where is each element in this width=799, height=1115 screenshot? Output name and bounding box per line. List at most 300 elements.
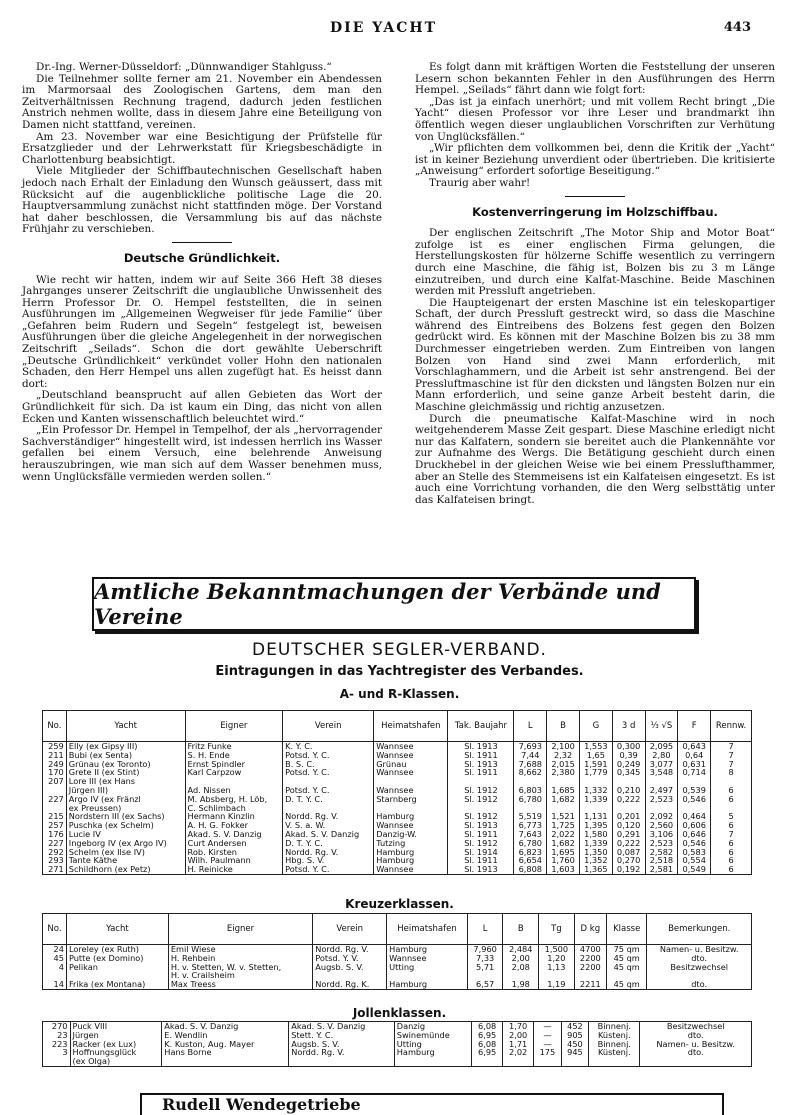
table-cell: Nordd. Rg. V.: [283, 848, 374, 857]
table-cell: Hans Borne: [162, 1048, 289, 1057]
table-cell: Sl. 1912: [448, 786, 514, 795]
table-cell: 223: [43, 1040, 71, 1049]
table-cell: 2,523: [645, 795, 678, 804]
column-header: No.: [43, 711, 67, 742]
table-cell: B. S. C.: [283, 760, 374, 769]
table-cell: 0,631: [678, 760, 711, 769]
table-cell: 1,395: [579, 821, 612, 830]
table-cell: 4700: [574, 945, 606, 954]
table-cell: Curt Andersen: [185, 839, 283, 848]
table-cell: Sl. 1912: [448, 839, 514, 848]
column-header: Tg: [539, 914, 575, 945]
table-cell: 3,077: [645, 760, 678, 769]
table-cell: 2200: [574, 954, 606, 963]
table-cell: Danzig-W.: [374, 830, 448, 839]
table-cell: Hamburg: [374, 848, 448, 857]
table-cell: 2,484: [503, 945, 539, 954]
table-cell: 6,773: [514, 821, 547, 830]
table-cell: 1,695: [547, 848, 580, 857]
table-cell: 7: [711, 751, 752, 760]
table-cell: Emil Wiese: [168, 945, 312, 954]
paragraph: Traurig aber wahr!: [429, 176, 531, 189]
table-cell: Küstenj.: [589, 1031, 640, 1040]
table-cell: 0,222: [612, 839, 645, 848]
table-cell: Bubi (ex Senta): [66, 751, 185, 760]
table-cell: Tutzing: [374, 839, 448, 848]
table-cell: Tante Käthe: [66, 856, 185, 865]
table-cell: (ex Olga): [70, 1057, 162, 1066]
announcement-banner: Amtliche Bekanntmachungen der Verbände und Vereine: [92, 577, 696, 631]
table-cell: Fritz Funke: [185, 742, 283, 751]
table-cell: 0,210: [612, 786, 645, 795]
table-cell: 1,13: [539, 963, 575, 972]
table-cell: 0,546: [678, 795, 711, 804]
table-cell: dto.: [640, 1031, 752, 1040]
table-cell: Nordd. Rg. V.: [313, 945, 387, 954]
page-number: 443: [723, 20, 751, 35]
table-cell: 0,291: [612, 830, 645, 839]
table-cell: 5,71: [467, 963, 503, 972]
table-cell: dto.: [647, 980, 752, 989]
table-cell: Küstenj.: [589, 1048, 640, 1057]
table-cell: 2,80: [645, 751, 678, 760]
paragraph: Am 23. November war eine Besichtigung der Prüfstelle für Ersatzglieder und der Lehrwerkstatt für Kriegsbeschädigte in Charlottenburg beabsichtigt.: [22, 130, 382, 166]
table-row: [43, 795, 752, 804]
table-cell: 1,71: [503, 1040, 534, 1049]
table-cell: 0,64: [678, 751, 711, 760]
table-cell: [394, 1057, 471, 1066]
table-cell: 2,015: [547, 760, 580, 769]
table-cell: Sl. 1912: [448, 812, 514, 821]
table-cell: —: [534, 1022, 562, 1031]
table-cell: D. T. Y. C.: [283, 839, 374, 848]
table-cell: Elly (ex Gipsy III): [66, 742, 185, 751]
table-cell: 1,779: [579, 768, 612, 777]
table-cell: Putte (ex Domino): [66, 954, 168, 963]
table-cell: Potsd. Y. C.: [283, 786, 374, 795]
table-cell: Hoffnungsglück: [70, 1048, 162, 1057]
table-cell: 1,98: [503, 980, 539, 989]
table-cell: Wannsee: [374, 821, 448, 830]
column-header: Bemerkungen.: [647, 914, 752, 945]
table-cell: 2,497: [645, 786, 678, 795]
class-heading: Kreuzerklassen.: [345, 897, 454, 911]
table-cell: 1,332: [579, 786, 612, 795]
journal-title: DIE YACHT: [330, 20, 437, 36]
table-cell: 0,300: [612, 742, 645, 751]
table-cell: Ernst Spindler: [185, 760, 283, 769]
table-cell: 1,580: [579, 830, 612, 839]
table-cell: 1,521: [547, 812, 580, 821]
table-cell: 1,339: [579, 839, 612, 848]
table-cell: Sl. 1911: [448, 768, 514, 777]
table-cell: Sl. 1911: [448, 830, 514, 839]
table-cell: 6: [711, 848, 752, 857]
table-cell: 8: [711, 768, 752, 777]
paragraph: Dr.-Ing. Werner-Düsseldorf: „Dünnwandiger Stahlguss.“: [36, 61, 332, 73]
table-cell: H. Reinicke: [185, 865, 283, 874]
table-cell: Besitzwechsel: [647, 963, 752, 972]
table-cell: 6: [711, 865, 752, 874]
table-cell: [472, 1057, 503, 1066]
table-cell: 7,33: [467, 954, 503, 963]
table-cell: Akad. S. V. Danzig: [283, 830, 374, 839]
table-cell: Sl. 1914: [448, 848, 514, 857]
column-header: G: [579, 711, 612, 742]
table-cell: 1,725: [547, 821, 580, 830]
table-cell: [162, 1057, 289, 1066]
table-cell: 5,519: [514, 812, 547, 821]
table-cell: dto.: [640, 1048, 752, 1057]
table-cell: 1,20: [539, 954, 575, 963]
class-heading: A- und R-Klassen.: [339, 687, 460, 701]
table-cell: Hamburg: [387, 945, 468, 954]
table-cell: Sl. 1912: [448, 795, 514, 804]
table-cell: 293: [43, 856, 67, 865]
table-cell: 905: [561, 1031, 589, 1040]
table-cell: 3,548: [645, 768, 678, 777]
table-cell: [503, 1057, 534, 1066]
column-header: Yacht: [66, 711, 185, 742]
table-cell: 211: [43, 751, 67, 760]
table-cell: Stett. Y. C.: [289, 1031, 395, 1040]
table-cell: Potsd. Y. C.: [283, 768, 374, 777]
table-cell: 6,654: [514, 856, 547, 865]
table-cell: Schelm (ex Ilse IV): [66, 848, 185, 857]
table-cell: Akad. S. V. Danzig: [289, 1022, 395, 1031]
table-cell: Augsb. S. V.: [313, 963, 387, 972]
table-cell: C. Schlimbach: [185, 804, 283, 813]
table-cell: 6,780: [514, 795, 547, 804]
table-cell: Wannsee: [374, 768, 448, 777]
table-cell: Nordd. Rg. V.: [283, 812, 374, 821]
table-cell: Binnenj.: [589, 1022, 640, 1031]
table-cell: V. S. a. W.: [283, 821, 374, 830]
table-cell: Wilh. Paulmann: [185, 856, 283, 865]
table-cell: 292: [43, 848, 67, 857]
table-cell: 23: [43, 1031, 71, 1040]
table-cell: [640, 1057, 752, 1066]
table-cell: [289, 1057, 395, 1066]
table-cell: 0,222: [612, 795, 645, 804]
table-cell: Ad. Nissen: [185, 786, 283, 795]
table-cell: 6,08: [472, 1022, 503, 1031]
table-cell: Wannsee: [387, 954, 468, 963]
table-cell: K. Y. C.: [283, 742, 374, 751]
table-cell: [43, 1057, 71, 1066]
table-cell: 1,685: [547, 786, 580, 795]
table-cell: Nordd. Rg. V.: [289, 1048, 395, 1057]
table-cell: 2200: [574, 963, 606, 972]
table-cell: Argo IV (ex Fränzl: [66, 795, 185, 804]
table-cell: Swinemünde: [394, 1031, 471, 1040]
table-cell: Potsd. Y. V.: [313, 954, 387, 963]
table-cell: Sl. 1913: [448, 742, 514, 751]
table-cell: 2,022: [547, 830, 580, 839]
table-cell: 6,08: [472, 1040, 503, 1049]
section-heading: Deutsche Gründlichkeit.: [123, 250, 281, 265]
a-r-class-table: [42, 710, 752, 875]
column-header: Heimatshafen: [374, 711, 448, 742]
table-cell: E. Wendlin: [162, 1031, 289, 1040]
table-row: [43, 768, 752, 777]
table-cell: 7,643: [514, 830, 547, 839]
table-cell: 1,352: [579, 856, 612, 865]
divider: [172, 242, 232, 243]
table-cell: 2,100: [547, 742, 580, 751]
table-cell: 5: [711, 812, 752, 821]
table-cell: 45: [43, 954, 67, 963]
table-cell: Lore III (ex Hans: [66, 777, 185, 786]
table-cell: 0,120: [612, 821, 645, 830]
table-cell: 6,57: [467, 980, 503, 989]
table-cell: 1,760: [547, 856, 580, 865]
table-cell: 1,339: [579, 795, 612, 804]
table-cell: 6: [711, 821, 752, 830]
table-cell: dto.: [647, 954, 752, 963]
table-cell: 0,201: [612, 812, 645, 821]
table-cell: Grünau (ex Toronto): [66, 760, 185, 769]
column-header: L: [514, 711, 547, 742]
table-cell: 0,554: [678, 856, 711, 865]
table-cell: 0,087: [612, 848, 645, 857]
table-row: [43, 963, 752, 972]
table-cell: Augsb. S. V.: [289, 1040, 395, 1049]
column-header: Tak. Baujahr: [448, 711, 514, 742]
table-cell: Grünau: [374, 760, 448, 769]
table-cell: 175: [534, 1048, 562, 1057]
table-cell: ex Preussen): [66, 804, 185, 813]
table-cell: 0,549: [678, 865, 711, 874]
table-cell: Hbg. S. V.: [283, 856, 374, 865]
table-cell: Potsd. Y. C.: [283, 865, 374, 874]
table-cell: 2,092: [645, 812, 678, 821]
table-row: [43, 1057, 752, 1066]
table-cell: 1,500: [539, 945, 575, 954]
table-cell: 1,682: [547, 795, 580, 804]
table-cell: 2,08: [503, 963, 539, 972]
table-cell: 0,39: [612, 751, 645, 760]
table-cell: 0,646: [678, 830, 711, 839]
table-cell: Namen- u. Besitzw.: [640, 1040, 752, 1049]
table-cell: 0,606: [678, 821, 711, 830]
table-cell: 271: [43, 865, 67, 874]
table-cell: 14: [43, 980, 67, 989]
table-cell: 2,523: [645, 839, 678, 848]
table-cell: Akad. S. V. Danzig: [185, 830, 283, 839]
column-header: Eigner: [185, 711, 283, 742]
table-cell: Besitzwechsel: [640, 1022, 752, 1031]
table-cell: 1,603: [547, 865, 580, 874]
table-cell: 6: [711, 856, 752, 865]
table-cell: K. Kuston, Aug. Mayer: [162, 1040, 289, 1049]
table-cell: Binnenj.: [589, 1040, 640, 1049]
table-cell: 6: [711, 839, 752, 848]
table-cell: Wannsee: [374, 865, 448, 874]
table-cell: Utting: [394, 1040, 471, 1049]
table-cell: 2211: [574, 980, 606, 989]
table-cell: 249: [43, 760, 67, 769]
table-cell: Jürgen III): [66, 786, 185, 795]
table-cell: 8,662: [514, 768, 547, 777]
table-cell: 176: [43, 830, 67, 839]
table-cell: 4: [43, 963, 67, 972]
table-cell: Hamburg: [387, 980, 468, 989]
table-cell: 7: [711, 830, 752, 839]
table-cell: 2,02: [503, 1048, 534, 1057]
table-cell: Potsd. Y. C.: [283, 751, 374, 760]
table-cell: 1,131: [579, 812, 612, 821]
table-cell: 45 qm: [607, 954, 647, 963]
table-cell: Hamburg: [394, 1048, 471, 1057]
table-cell: 1,682: [547, 839, 580, 848]
table-cell: H. Rehbein: [168, 954, 312, 963]
table-cell: 170: [43, 768, 67, 777]
table-cell: Nordstern III (ex Sachs): [66, 812, 185, 821]
paragraph: Durch die pneumatische Kalfat-Maschine wird in noch weitgehenderem Masse Zeit gespart. Diese Maschine erledigt nicht nur das Kalfatern, sondern sie bereitet auch die Plankennähte vor zur Aufnahme des Wergs. Die Betätigung geschieht durch einen Druckhebel in der gleichen Weise wie bei einem Presslufthammer, aber an Stelle des Stemmeisens ist ein Kalfateisen eingesetzt. Es ist auch eine Vorrichtung vorhanden, die den Werg selbsttätig unter das Kalfateisen bringt.: [415, 412, 775, 506]
paragraph: Wie recht wir hatten, indem wir auf Seite 366 Heft 38 dieses Jahrganges unserer Zeitschrift die unglaubliche Unwissenheit des Herrn Professor Dr. O. Hempel feststellten, die in seinen Ausführungen im „Allgemeinen Wegweiser für jede Familie“ über „Gefahren beim Rudern und Segeln“ festgelegt ist, beweisen Ausführungen über die gleiche Angelegenheit in der norwegischen Zeitschrift „Seilads“. Schon die dort gewählte Ueberschrift „Deutsche Gründlichkeit“ verkündet voller Hohn den nationalen Schaden, den Herr Hempel uns allen zugefügt hat. Es heisst dann dort:: [22, 273, 382, 390]
table-cell: 1,591: [579, 760, 612, 769]
table-cell: 3,106: [645, 830, 678, 839]
table-cell: —: [534, 1031, 562, 1040]
paragraph: „Deutschland beansprucht auf allen Gebieten das Wort der Gründlichkeit für sich. Da ist kaum ein Ding, das nicht von allen Ecken und Kanten wissenschaftlich beleuchtet wird.“: [22, 389, 382, 425]
table-cell: Grete II (ex Stint): [66, 768, 185, 777]
column-header: F: [678, 711, 711, 742]
table-cell: 45 qm: [607, 980, 647, 989]
table-cell: 6: [711, 786, 752, 795]
table-cell: Max Treess: [168, 980, 312, 989]
table-cell: S. H. Ende: [185, 751, 283, 760]
table-cell: Utting: [387, 963, 468, 972]
association-title: DEUTSCHER SEGLER-VERBAND.: [252, 640, 547, 660]
table-cell: 227: [43, 795, 67, 804]
table-cell: Sl. 1913: [448, 760, 514, 769]
paragraph: Die Teilnehmer sollte ferner am 21. November ein Abendessen im Marmorsaal des Zoologischen Gartens, dem man den Zeitverhältnissen Rechnung tragend, dadurch jeden festlichen Anstrich nehmen wollte, dass in diesem Jahre eine Beteiligung von Damen nicht stattfand, vereinen.: [22, 72, 382, 131]
paragraph: „Wir pflichten dem vollkommen bei, denn die Kritik der „Yacht“ ist in keiner Beziehung unverdient oder übertrieben. Die kritisierte „Anweisung“ erfordert sofortige Beseitigung.“: [415, 142, 775, 178]
table-cell: 6,780: [514, 839, 547, 848]
table-cell: Sl. 1913: [448, 821, 514, 830]
table-cell: Loreley (ex Ruth): [66, 945, 168, 954]
table-cell: 1,350: [579, 848, 612, 857]
table-cell: 3: [43, 1048, 71, 1057]
table-cell: 1,553: [579, 742, 612, 751]
table-cell: H. v. Stetten, W. v. Stetten,: [168, 963, 312, 972]
table-cell: Puck VIII: [70, 1022, 162, 1031]
table-cell: A. H. G. Fokker: [185, 821, 283, 830]
table-cell: 6,823: [514, 848, 547, 857]
table-cell: [561, 1057, 589, 1066]
table-cell: Puschka (ex Schelm): [66, 821, 185, 830]
table-cell: Danzig: [394, 1022, 471, 1031]
column-header: B: [503, 914, 539, 945]
register-subtitle: Eintragungen in das Yachtregister des Verbandes.: [215, 664, 584, 679]
table-cell: D. T. Y. C.: [283, 795, 374, 804]
table-cell: 0,249: [612, 760, 645, 769]
table-cell: 7: [711, 760, 752, 769]
table-cell: Frika (ex Montana): [66, 980, 168, 989]
table-cell: 2,518: [645, 856, 678, 865]
table-cell: 0,270: [612, 856, 645, 865]
table-cell: Racker (ex Lux): [70, 1040, 162, 1049]
table-cell: 452: [561, 1022, 589, 1031]
table-cell: Hamburg: [374, 812, 448, 821]
table-cell: 7,44: [514, 751, 547, 760]
table-cell: H. v. Crailsheim: [168, 971, 312, 980]
table-cell: M. Absberg, H. Löb,: [185, 795, 283, 804]
table-cell: 0,539: [678, 786, 711, 795]
table-cell: Pelikan: [66, 963, 168, 972]
table-cell: 2,582: [645, 848, 678, 857]
table-cell: 1,65: [579, 751, 612, 760]
kreuzer-class-table: [42, 913, 752, 990]
table-cell: 0,643: [678, 742, 711, 751]
table-cell: 6: [711, 795, 752, 804]
jollen-class-table: [42, 1021, 752, 1067]
table-cell: 75 qm: [607, 945, 647, 954]
right-column: [415, 62, 775, 506]
table-cell: 1,19: [539, 980, 575, 989]
paragraph: „Ein Professor Dr. Hempel in Tempelhof, der als „hervorragender Sachverständiger“ hingestellt wird, ist indessen herrlich ins Wasser gefallen bei einem Versuch, eine belehrende Anweisung herauszubringen, wie man sich auf dem Wasser benehmen muss, wenn Unglücksfälle vermieden werden sollen.“: [22, 424, 382, 483]
column-header: Klasse: [607, 914, 647, 945]
paragraph: Der englischen Zeitschrift „The Motor Ship and Motor Boat“ zufolge ist es einer englischen Firma gelungen, die Herstellungskosten für hölzerne Schiffe wesentlich zu verringern durch eine Maschine, die fähig ist, Bolzen bis zu 3 m Länge einzutreiben, und durch eine Kalfat-Maschine. Beide Maschinen werden mit Pressluft angetrieben.: [415, 227, 775, 298]
table-cell: 2,00: [503, 954, 539, 963]
table-cell: Akad. S. V. Danzig: [162, 1022, 289, 1031]
table-cell: Hamburg: [374, 856, 448, 865]
table-cell: 1,70: [503, 1022, 534, 1031]
column-header: L: [467, 914, 503, 945]
table-cell: Starnberg: [374, 795, 448, 804]
table-cell: 945: [561, 1048, 589, 1057]
table-cell: 2,380: [547, 768, 580, 777]
table-cell: —: [534, 1040, 562, 1049]
table-cell: [589, 1057, 640, 1066]
table-cell: Sl. 1913: [448, 865, 514, 874]
table-cell: 270: [43, 1022, 71, 1031]
paragraph: Viele Mitglieder der Schiffbautechnischen Gesellschaft haben jedoch nach Erhalt der Einladung den Wunsch geäussert, dass mit Rücksicht auf die augenblickliche politische Lage die 20. Hauptversammlung zunächst nicht stattfinden möge. Der Vorstand hat daher beschlossen, die Versammlung bis auf das nächste Frühjahr zu verschieben.: [22, 165, 382, 236]
table-cell: 6,808: [514, 865, 547, 874]
table-cell: 0,345: [612, 768, 645, 777]
table-cell: Karl Carpzow: [185, 768, 283, 777]
table-cell: 2,095: [645, 742, 678, 751]
table-cell: Hermann Kinzlin: [185, 812, 283, 821]
table-cell: Wannsee: [374, 786, 448, 795]
column-header: B: [547, 711, 580, 742]
column-header: Verein: [313, 914, 387, 945]
table-cell: Namen- u. Besitzw.: [647, 945, 752, 954]
column-header: Verein: [283, 711, 374, 742]
table-row: [43, 1048, 752, 1057]
table-cell: 227: [43, 839, 67, 848]
table-cell: 7,688: [514, 760, 547, 769]
column-header: No.: [43, 914, 67, 945]
column-header: Yacht: [66, 914, 168, 945]
table-cell: 259: [43, 742, 67, 751]
paragraph: Die Haupteigenart der ersten Maschine ist ein teleskopartiger Schaft, der durch Pressluft gestreckt wird, so dass die Maschine während des Eintreibens des Bolzens fest gegen den Bolzen gedrückt wird. Es können mit der Maschine Bolzen bis zu 38 mm Durchmesser eingetrieben werden. Zum Eintreiben von langen Bolzen von Hand sind zwei Mann erforderlich, mit Vorschlaghammern, und die Arbeit ist sehr anstrengend. Bei der Pressluftmaschine ist für den dicksten und längsten Bolzen nur ein Mann erforderlich, und seine ganze Arbeit besteht darin, die Maschine gleichmässig und richtig anzusetzen.: [415, 296, 775, 414]
table-cell: 450: [561, 1040, 589, 1049]
section-heading: Kostenverringerung im Holzschiffbau.: [472, 204, 718, 219]
column-header: D kg: [574, 914, 606, 945]
table-cell: 2,560: [645, 821, 678, 830]
left-column: [22, 62, 382, 483]
table-cell: 6,803: [514, 786, 547, 795]
table-cell: 257: [43, 821, 67, 830]
table-cell: Sl. 1911: [448, 751, 514, 760]
table-cell: 0,546: [678, 839, 711, 848]
table-cell: Jürgen: [70, 1031, 162, 1040]
table-cell: 215: [43, 812, 67, 821]
divider: [565, 196, 625, 197]
table-cell: 2,32: [547, 751, 580, 760]
